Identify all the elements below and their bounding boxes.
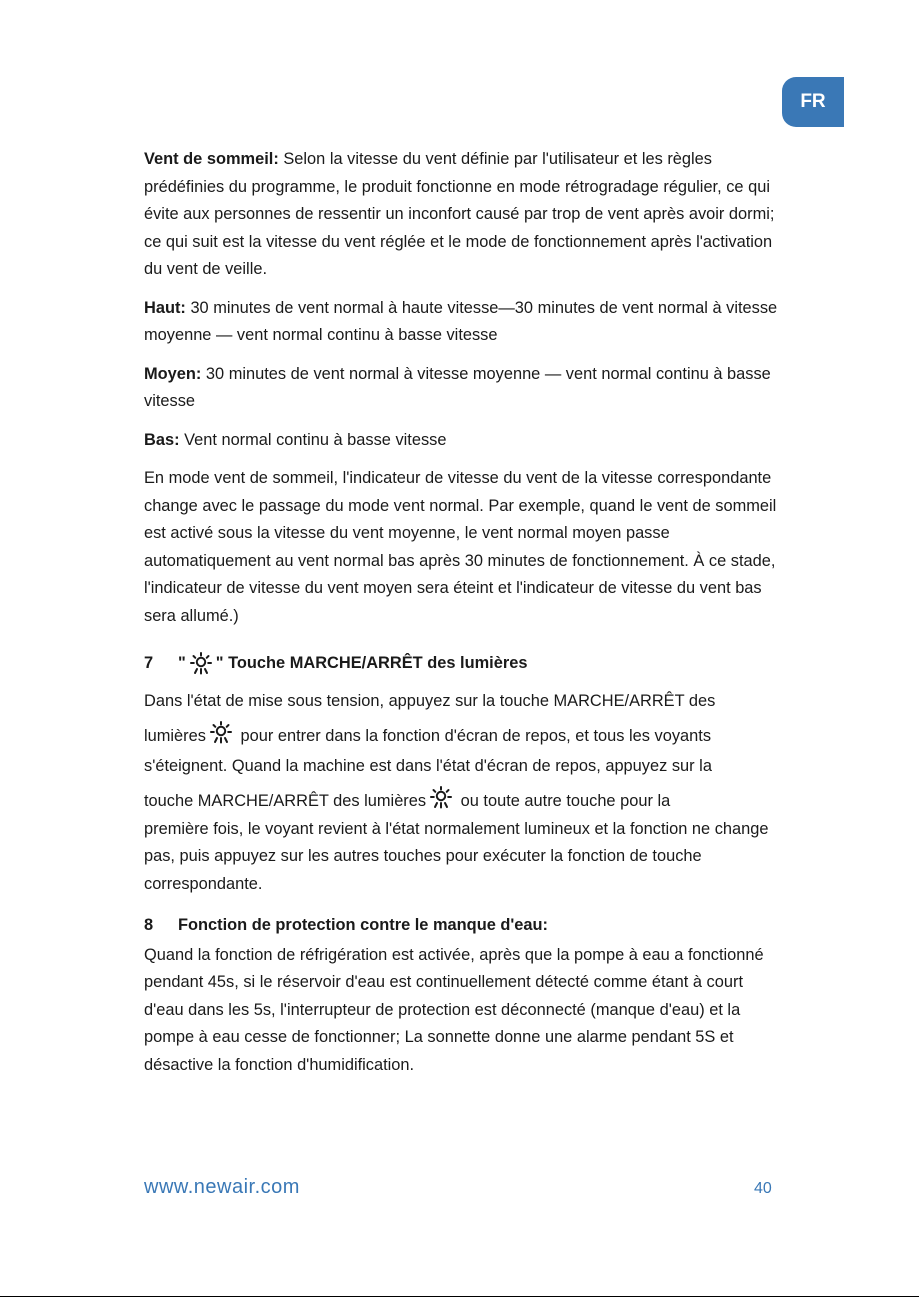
sleep-mode-paragraph: En mode vent de sommeil, l'indicateur de vitesse du vent de la vitesse correspondante change avec le passage du mode vent normal. Par exemple, quand le vent de sommeil est activé sous la vitesse du vent moyenne, le vent normal moyen passe automatiquement au vent normal bas après 30 minutes de fonctionnement. À ce stade, l'indicateur de vitesse du vent moyen sera éteint et l'indicateur de vitesse du vent bas sera allumé.) xyxy=(144,469,777,625)
high-label: Haut: xyxy=(144,298,186,317)
light-bulb-icon xyxy=(190,652,212,676)
medium-label: Moyen: xyxy=(144,364,202,383)
section-7-line-4-start: touche MARCHE/ARRÊT des lumières xyxy=(144,792,427,810)
section-7-line-3: s'éteignent. Quand la machine est dans l'état d'écran de repos, appuyez sur la xyxy=(144,756,712,775)
footer-website-link[interactable]: www.newair.com xyxy=(144,1176,300,1198)
light-bulb-icon xyxy=(210,721,232,745)
medium-speed-paragraph xyxy=(144,361,780,416)
language-tab: FR xyxy=(782,77,844,127)
section-7-line-5: première fois, le voyant revient à l'état normalement lumineux et la fonction ne change pas, puis appuyez sur les autres touches pour exécuter la fonction de touche correspondante. xyxy=(144,819,769,893)
section-7-quote-open: " xyxy=(178,654,186,672)
section-7-line-1: Dans l'état de mise sous tension, appuyez sur la touche MARCHE/ARRÊT des xyxy=(144,691,716,710)
page-content xyxy=(144,146,780,1090)
section-7-number: 7 xyxy=(144,654,154,672)
bottom-divider xyxy=(0,1296,919,1297)
section-7-title: " Touche MARCHE/ARRÊT des lumières xyxy=(215,654,528,672)
page-number: 40 xyxy=(754,1180,772,1197)
section-7-line-4-rest: ou toute autre touche pour la xyxy=(456,792,671,810)
light-bulb-icon xyxy=(430,786,452,810)
section-8-paragraph: Quand la fonction de réfrigération est activée, après que la pompe à eau a fonctionné pendant 45s, si le réservoir d'eau est continuellement détecté comme étant à court d'eau dans les 5s, l'interrupteur de protection est déconnecté (manque d'eau) et la pompe à eau cesse de fonctionner; La sonnette donne une alarme pendant 5S et désactive la fonction d'humidification. xyxy=(144,945,764,1074)
high-speed-paragraph xyxy=(144,295,780,350)
section-7-line-2-rest: pour entrer dans la fonction d'écran de repos, et tous les voyants xyxy=(235,727,712,745)
sleep-wind-label: Vent de sommeil: xyxy=(144,150,279,168)
section-8-title: Fonction de protection contre le manque d'eau: xyxy=(178,916,548,934)
section-8-heading xyxy=(144,912,780,940)
section-7-lumieres: lumières xyxy=(144,727,206,745)
medium-text: 30 minutes de vent normal à vitesse moyenne — vent normal continu à basse vitesse xyxy=(144,364,771,410)
section-8-number: 8 xyxy=(144,916,154,934)
low-speed-paragraph xyxy=(144,427,780,455)
sleep-wind-paragraph xyxy=(144,146,780,284)
section-7-heading xyxy=(144,650,780,678)
sleep-wind-text: Selon la vitesse du vent définie par l'utilisateur et les règles prédéfinies du programme, le produit fonctionne en mode rétrogradage régulier, ce qui évite aux personnes de ressentir un inconfort causé par trop de vent après avoir dormi; ce qui suit est la vitesse du vent réglée et le mode de fonctionnement après l'activation du vent de veille. xyxy=(144,150,775,278)
low-label: Bas: xyxy=(144,430,180,449)
section-7-line-4 xyxy=(144,786,780,816)
section-7-line-2 xyxy=(144,721,780,751)
low-text: Vent normal continu à basse vitesse xyxy=(179,430,447,449)
high-text: 30 minutes de vent normal à haute vitesse—30 minutes de vent normal à vitesse moyenne — vent normal continu à basse vitesse xyxy=(144,298,778,344)
